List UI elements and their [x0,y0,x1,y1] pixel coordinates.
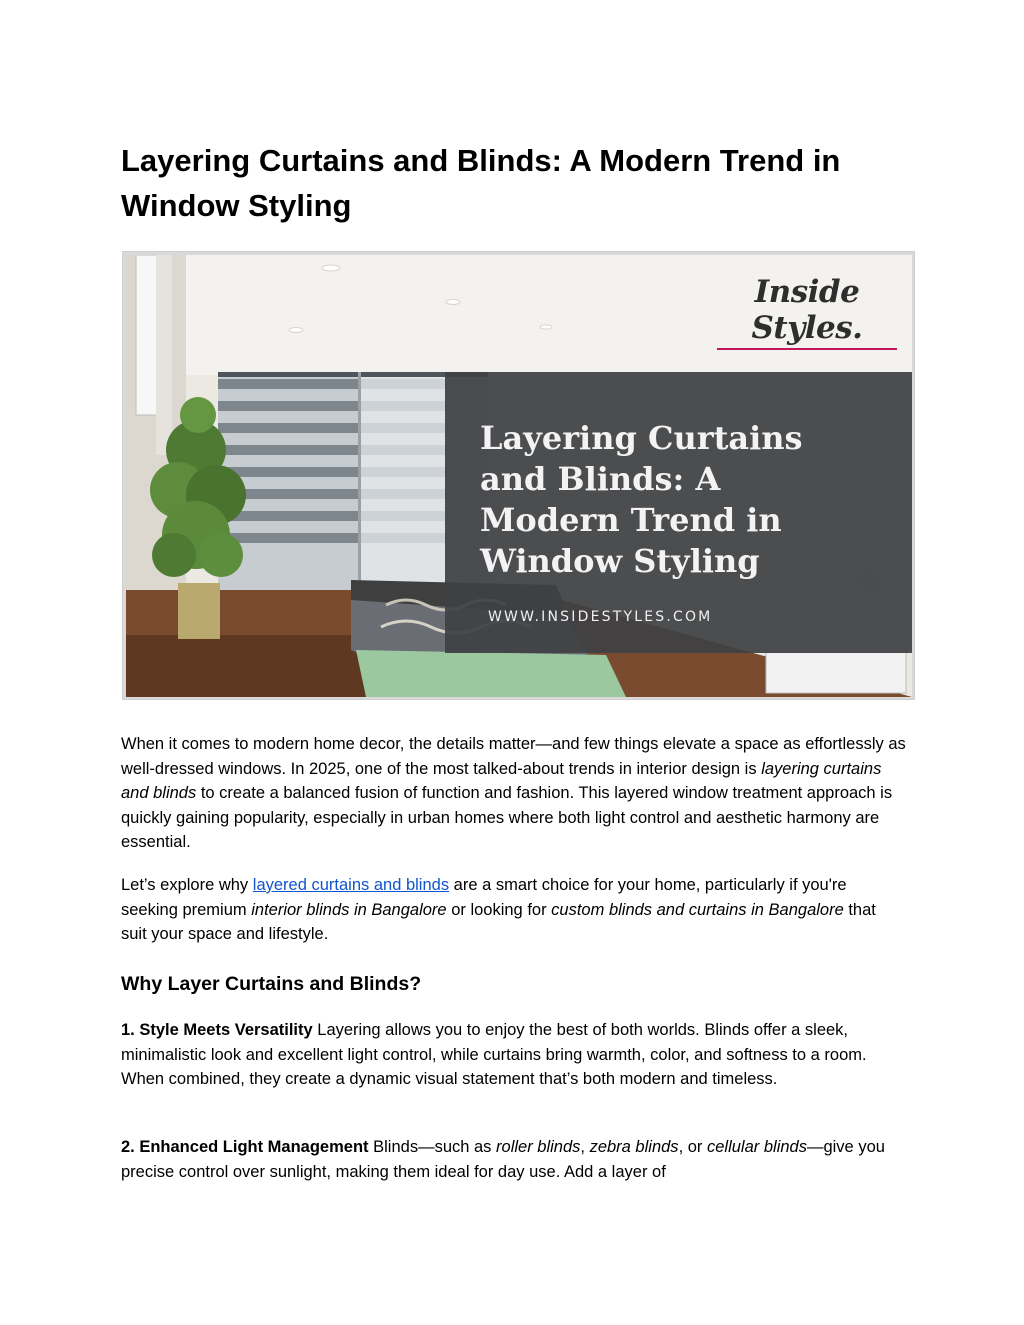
point-style-versatility: 1. Style Meets Versatility Layering allows you to enjoy the best of both worlds. Blinds offer a sleek, minimalistic look and excellent light control, while curtains bring warmth, color, and softness to a room. When combined, they create a dynamic visual statement that’s both modern and timeless. [121,1021,867,1088]
point-light-management: 2. Enhanced Light Management Blinds—such as roller blinds, zebra blinds, or cellular blinds—give you precise control over sunlight, making them ideal for day use. Add a layer of [121,1138,885,1181]
emphasis-text: layering curtains and blinds [121,759,882,802]
page-title: Layering Curtains and Blinds: A Modern Trend in Window Styling [121,143,841,223]
explore-paragraph: Let’s explore why layered curtains and blinds are a smart choice for your home, particularly if you're seeking premium interior blinds in Bangalore or looking for custom blinds and curtains in Bangalore that suit your space and lifestyle. [121,876,876,943]
intro-paragraph: When it comes to modern home decor, the details matter—and few things elevate a space as effortlessly as well-dressed windows. In 2025, one of the most talked-about trends in interior design is layering curtains and blinds to create a balanced fusion of function and fashion. This layered window treatment approach is quickly gaining popularity, especially in urban homes where both light control and aesthetic harmony are essential. [121,735,906,851]
point-label: 2. Enhanced Light Management [121,1138,369,1156]
overlay-title-line: and Blinds: A [480,460,721,498]
layered-curtains-link[interactable]: layered curtains and blinds [252,876,450,894]
overlay-title-line: Window Styling [480,542,760,580]
overlay-website: WWW.INSIDESTYLES.COM [488,609,713,625]
point-label: 1. Style Meets Versatility [121,1021,313,1039]
section-heading: Why Layer Curtains and Blinds? [121,973,422,995]
overlay-title [480,418,900,582]
overlay-title-line: Layering Curtains [480,419,803,457]
overlay-title-line: Modern Trend in [480,501,782,539]
brand-logo: Inside Styles. [707,274,907,350]
hero-image [122,251,915,700]
emphasis-text: custom blinds and curtains in Bangalore [551,900,844,919]
emphasis-text: interior blinds in Bangalore [251,900,447,919]
